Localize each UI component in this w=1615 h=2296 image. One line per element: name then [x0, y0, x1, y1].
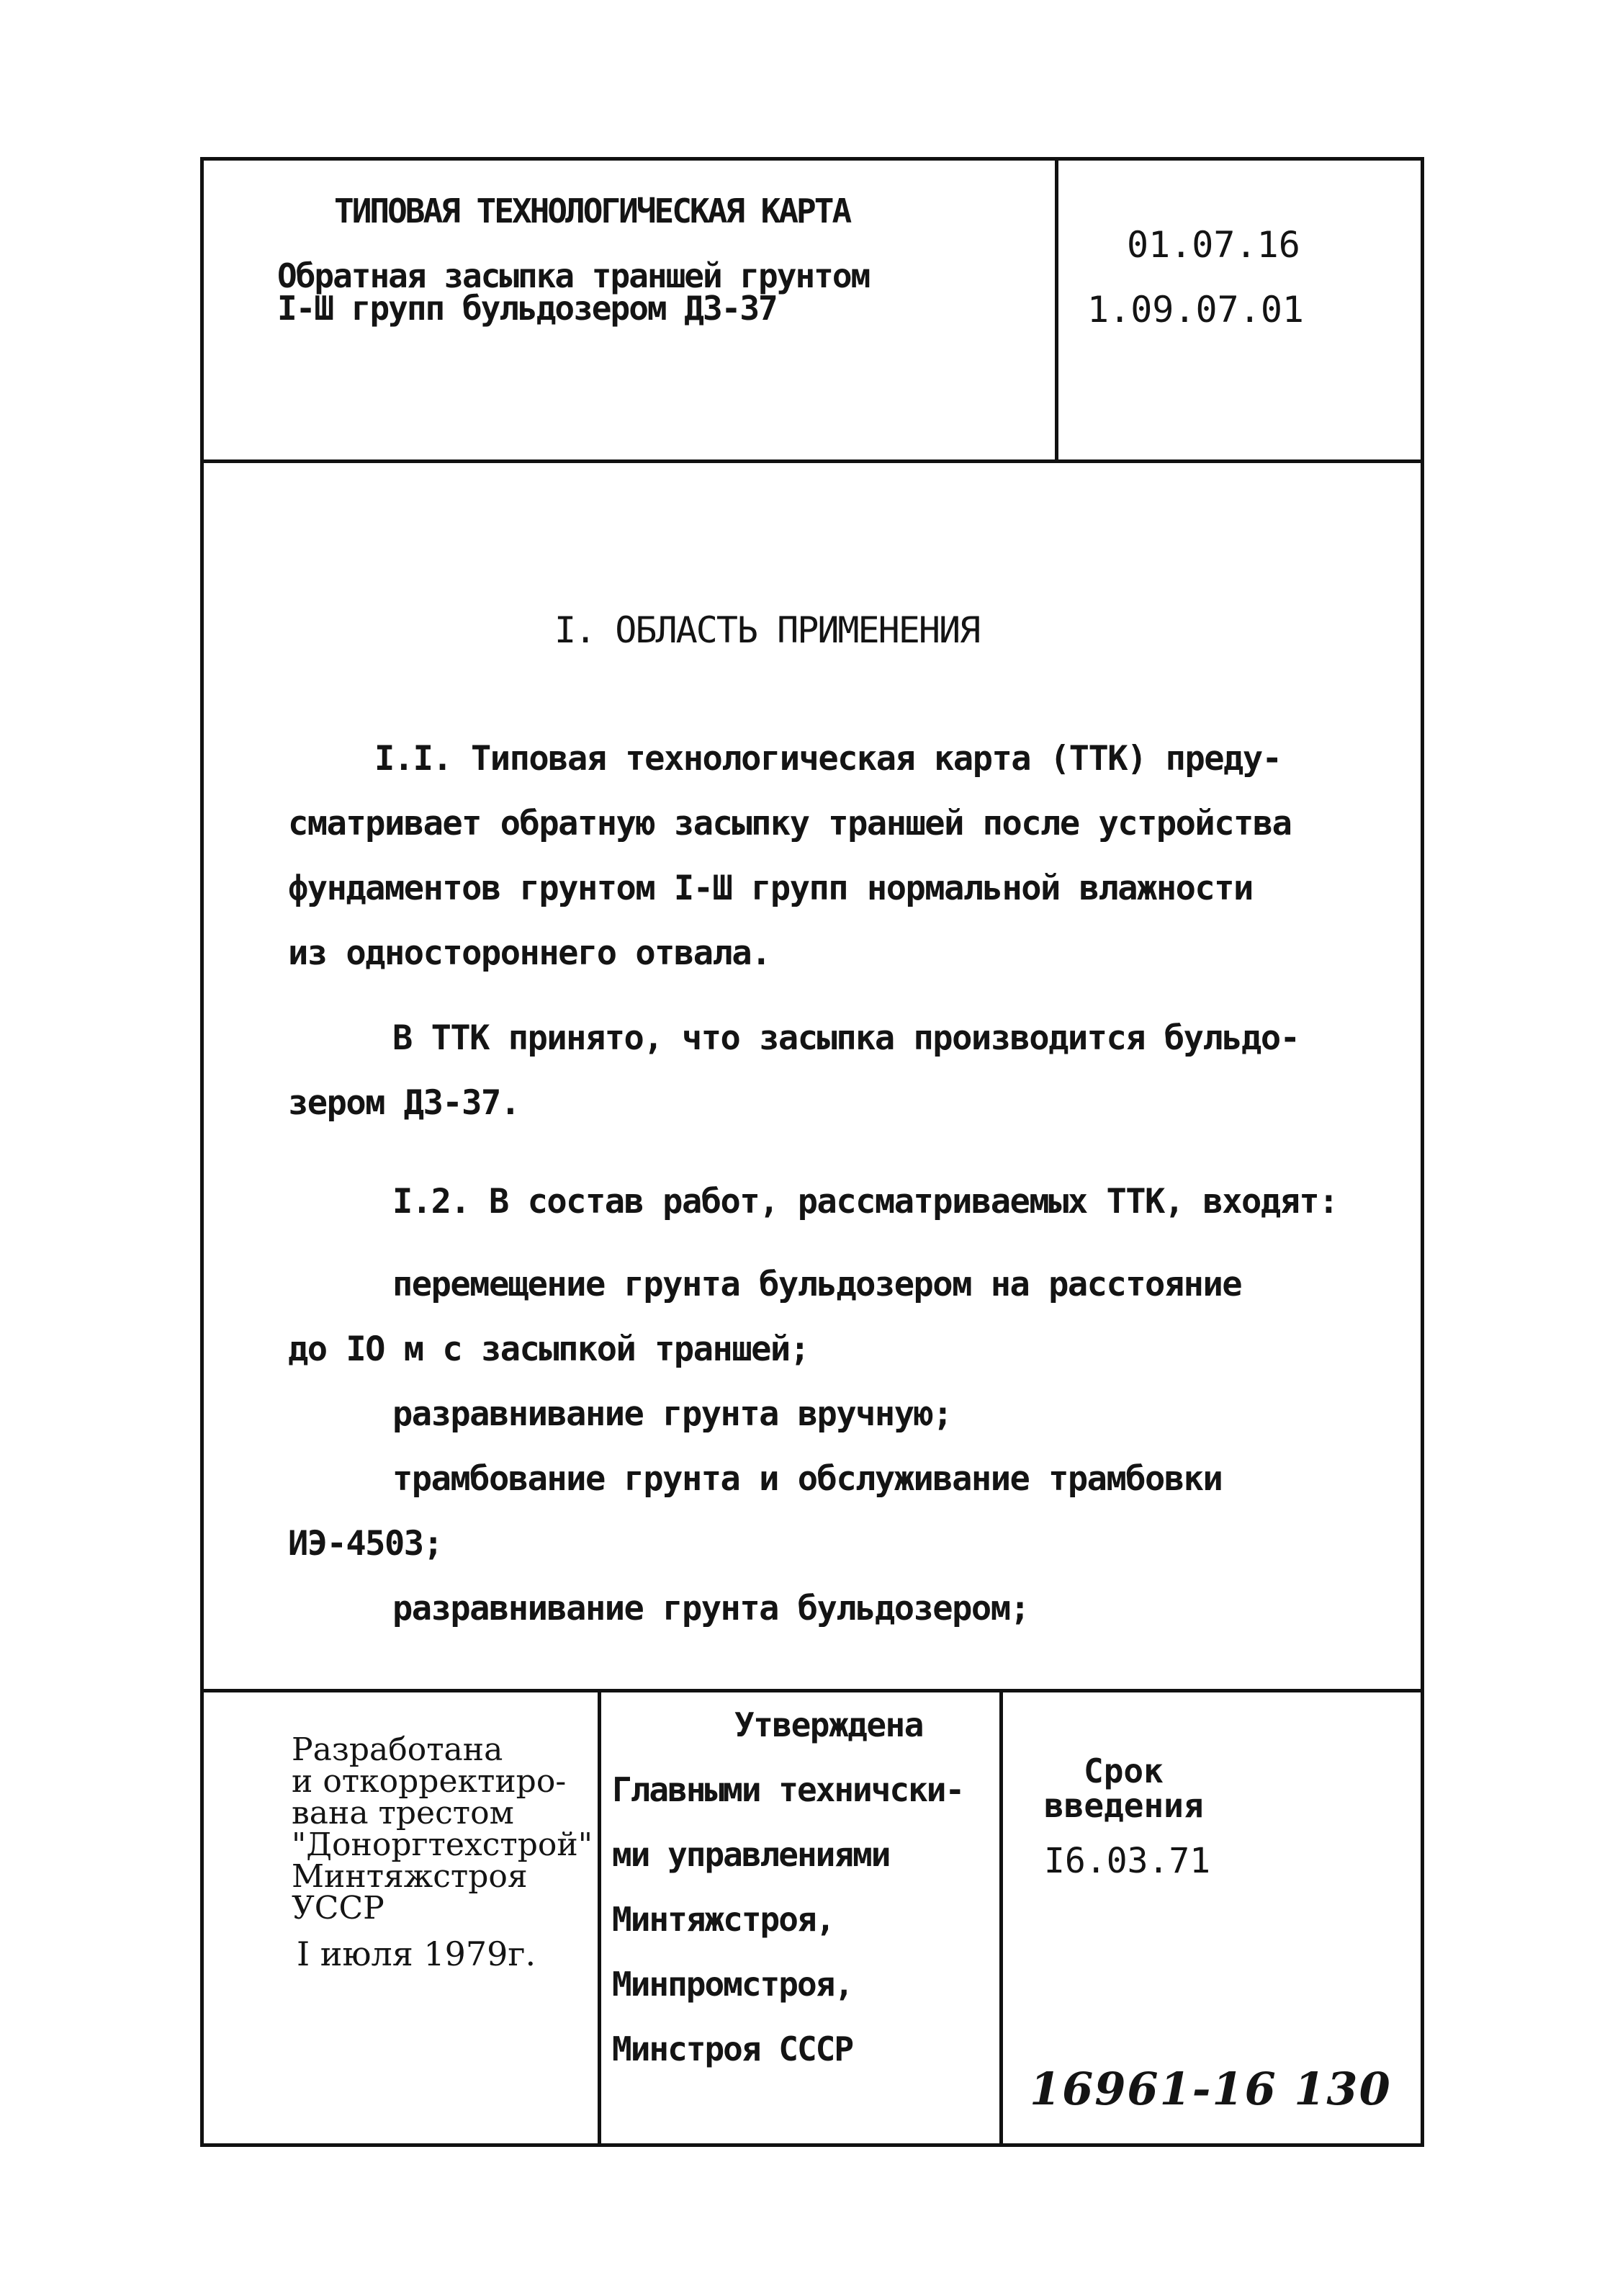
paragraph-2-line-1: В ТТК принято, что засыпка производится бульдо-	[392, 1018, 1300, 1058]
footer-divider	[200, 1689, 1424, 1692]
term-label-line-1: Срок	[1084, 1752, 1164, 1790]
paragraph-1-line-3: фундаментов грунтом I-Ш групп нормальной влажности	[288, 869, 1253, 908]
approved-line-5: Минстроя СССР	[612, 2030, 853, 2068]
card-title: ТИПОВАЯ ТЕХНОЛОГИЧЕСКАЯ КАРТА	[334, 192, 850, 230]
card-code-2: 1.09.07.01	[1087, 289, 1305, 331]
developed-line-4: "Доноргтехстрой"	[292, 1826, 593, 1863]
paragraph-1-line-4: из одностороннего отвала.	[288, 933, 770, 973]
approved-line-2: ми управлениями	[612, 1835, 890, 1874]
footer-column-divider-1	[598, 1689, 601, 2147]
approved-heading: Утверждена	[734, 1705, 923, 1744]
paragraph-1-line-2: сматривает обратную засыпку траншей после устройства	[288, 804, 1292, 843]
term-date: I6.03.71	[1044, 1841, 1211, 1881]
developed-line-6: УССР	[292, 1890, 384, 1927]
developed-line-1: Разработана	[292, 1731, 503, 1768]
header-column-divider	[1055, 157, 1058, 463]
developed-line-3: вана трестом	[292, 1795, 514, 1831]
card-subtitle-line2: I-Ш групп бульдозером ДЗ-37	[277, 289, 777, 328]
list-item-1-line-2: до IO м с засыпкой траншей;	[288, 1329, 809, 1369]
list-item-3-line-1: трамбование грунта и обслуживание трамбовки	[392, 1459, 1223, 1499]
term-label-line-2: введения	[1044, 1786, 1204, 1825]
approved-line-1: Главными техничски-	[612, 1770, 964, 1809]
paragraph-1-line-1: I.I. Типовая технологическая карта (ТТК) преду-	[374, 739, 1282, 779]
developed-date: I июля 1979г.	[297, 1934, 536, 1973]
footer-column-divider-2	[999, 1689, 1003, 2147]
list-item-3-line-2: ИЭ-4503;	[288, 1524, 443, 1564]
developed-line-2: и откорректиро-	[292, 1763, 567, 1800]
developed-line-5: Минтяжстроя	[292, 1858, 528, 1895]
approved-line-3: Минтяжстроя,	[612, 1900, 835, 1939]
header-divider	[200, 459, 1424, 463]
section-heading: I. ОБЛАСТЬ ПРИМЕНЕНИЯ	[554, 609, 980, 651]
list-item-2: разравнивание грунта вручную;	[392, 1394, 953, 1434]
card-subtitle-line1: Обратная засыпка траншей грунтом	[277, 256, 870, 295]
paragraph-3-line-1: I.2. В состав работ, рассматриваемых ТТК, входят:	[392, 1182, 1339, 1221]
paragraph-2-line-2: зером ДЗ-37.	[288, 1083, 520, 1123]
list-item-4: разравнивание грунта бульдозером;	[392, 1589, 1030, 1628]
card-code-1: 01.07.16	[1127, 224, 1300, 266]
handwritten-stamp: 16961-16 130	[1030, 2063, 1392, 2115]
approved-line-4: Минпромстроя,	[612, 1965, 853, 2004]
list-item-1-line-1: перемещение грунта бульдозером на расстояние	[392, 1265, 1242, 1304]
